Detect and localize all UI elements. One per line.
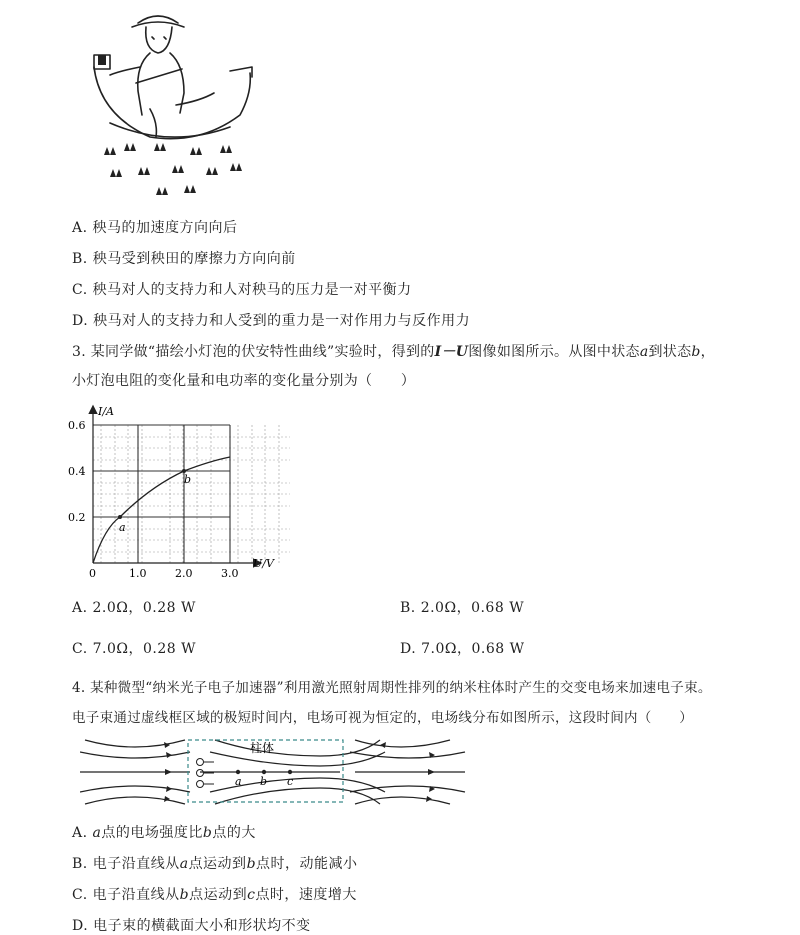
pillar-label: 柱体 [250,741,275,755]
option-text: 电子沿直线从 [92,856,180,872]
question-number: 4. [72,680,86,696]
iu-curve [93,457,230,563]
x-tick-label: 3.0 [221,567,239,580]
y-tick-label: 0.6 [68,419,86,432]
option-letter: C. [72,282,88,298]
option-text: 秧马受到秧田的摩擦力方向向前 [92,251,296,267]
point-b-label: b [184,473,192,486]
option-text: 秧马对人的支持力和人对秧马的压力是一对平衡力 [92,282,412,298]
option-text: 7.0Ω，0.68 W [421,641,525,657]
q4-stem-line2: 电子束通过虚线框区域的极短时间内，电场可视为恒定的，电场线分布如图所示，这段时间内（ ） [72,710,693,726]
point-a-label: a [119,521,126,534]
iu-graph [60,395,290,585]
option-text: 点时，速度增大 [255,887,357,903]
option-letter: A. [72,220,88,236]
farmer-on-seedling-horse-illustration [80,5,260,200]
point-a-label: a [235,775,242,788]
q2-option-c[interactable] [72,279,412,299]
point-symbol: a [179,856,189,872]
option-text: 2.0Ω，0.28 W [92,600,196,616]
q4-option-c[interactable] [72,884,357,904]
stem-text: 某种微型“纳米光子电子加速器”利用激光照射周期性排列的纳米柱体时产生的交变电场来加速电子束。 [90,680,712,696]
option-letter: D. [72,313,89,329]
option-letter: D. [72,918,89,934]
y-tick-label: 0.4 [68,465,86,478]
point-symbol: a [92,825,102,841]
stem-text: 到状态 [648,344,692,360]
point-symbol: b [179,887,190,903]
option-letter: A. [72,600,88,616]
x-tick-label: 1.0 [129,567,147,580]
option-text: 点的大 [212,825,256,841]
y-tick-label: 0.2 [68,511,86,524]
q3-option-d[interactable] [400,638,525,658]
q4-option-d[interactable] [72,915,311,935]
minor-grid [93,425,290,563]
option-text: 7.0Ω，0.28 W [92,641,197,657]
option-letter: D. [400,641,417,657]
option-text: 电子沿直线从 [92,887,180,903]
option-letter: C. [72,887,88,903]
stem-text: 某同学做“描绘小灯泡的伏安特性曲线”实验时，得到的 [90,344,435,360]
q3-option-c[interactable] [72,638,196,658]
x-axis-label: U/V [253,557,274,570]
y-axis-label: I/A [98,405,114,418]
point-symbol: b [202,825,213,841]
state-b-symbol: b [691,344,701,360]
option-text: 点的电场强度比 [101,825,203,841]
state-a-symbol: a [639,344,649,360]
point-c-label: c [287,775,294,788]
point-symbol: c [247,887,256,903]
q2-option-d[interactable] [72,310,470,330]
option-letter: A. [72,825,88,841]
option-text: 点运动到 [189,887,248,903]
iu-symbol: I－U [434,344,469,360]
stem-text: ， [700,344,715,360]
option-text: 2.0Ω，0.68 W [420,600,525,616]
q2-option-a[interactable] [72,217,238,237]
electric-field-figure [80,736,740,808]
q4-option-a[interactable] [72,822,256,842]
q4-stem-line1 [72,676,712,696]
option-letter: C. [72,641,88,657]
option-letter: B. [400,600,416,616]
point-a-marker [118,515,122,519]
option-text: 秧马对人的支持力和人受到的重力是一对作用力与反作用力 [93,313,471,329]
option-text: 点时，动能减小 [256,856,358,872]
option-text: 秧马的加速度方向向后 [92,220,238,236]
option-letter: B. [72,856,88,872]
x-tick-label: 2.0 [175,567,193,580]
q4-option-b[interactable] [72,853,358,873]
question-number: 3. [72,344,86,360]
option-text: 电子束的横截面大小和形状均不变 [93,918,311,934]
point-symbol: b [246,856,257,872]
stem-text: 图像如图所示。从图中状态 [468,344,640,360]
point-b-label: b [260,775,268,788]
q3-option-b[interactable] [400,597,524,617]
x-tick-label: 0 [89,567,96,580]
option-letter: B. [72,251,88,267]
q3-stem-line2: 小灯泡电阻的变化量和电功率的变化量分别为（ ） [72,373,416,389]
q2-option-b[interactable] [72,248,296,268]
q3-stem-line1 [72,341,715,361]
q3-option-a[interactable] [72,597,196,617]
option-text: 点运动到 [188,856,247,872]
